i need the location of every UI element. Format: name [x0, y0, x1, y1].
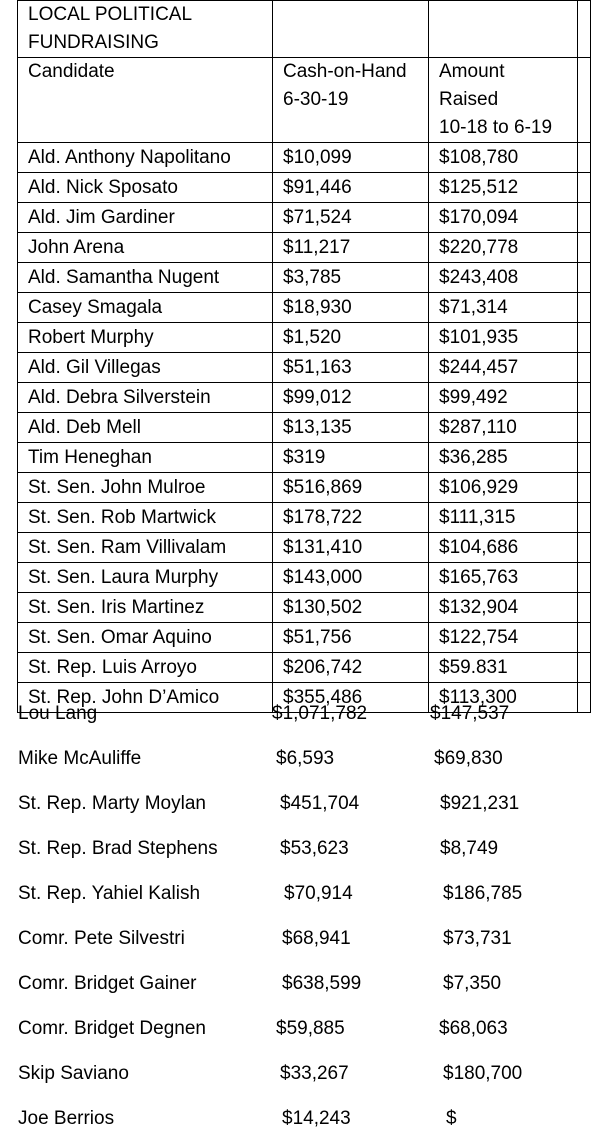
cash-value: $6,593 — [276, 748, 335, 769]
candidate-cell: John Arena — [18, 233, 273, 263]
candidate-cell: Ald. Gil Villegas — [18, 353, 273, 383]
empty-cell — [578, 563, 591, 593]
cash-cell: $99,012 — [273, 383, 429, 413]
table-row — [18, 563, 591, 593]
raised-value: $147,537 — [430, 703, 510, 724]
cash-value: $14,243 — [282, 1108, 351, 1129]
cash-value: $1,071,782 — [272, 703, 368, 724]
header-amount-raised — [429, 58, 578, 143]
raised-cell: $244,457 — [429, 353, 578, 383]
raised-value: $ — [446, 1108, 457, 1129]
candidate-cell: St. Rep. John D’Amico — [18, 683, 273, 713]
raised-value: $7,350 — [443, 973, 502, 994]
empty-cell — [578, 533, 591, 563]
table-row — [18, 173, 591, 203]
header-raised-line2: Raised — [439, 89, 499, 110]
raised-cell: $125,512 — [429, 173, 578, 203]
table-row — [18, 263, 591, 293]
title-row — [18, 1, 591, 58]
cash-cell: $1,520 — [273, 323, 429, 353]
candidate-cell: St. Sen. Iris Martinez — [18, 593, 273, 623]
raised-cell: $132,904 — [429, 593, 578, 623]
empty-cell — [578, 143, 591, 173]
table-row — [18, 473, 591, 503]
table-row — [18, 653, 591, 683]
candidate-cell: St. Sen. Omar Aquino — [18, 623, 273, 653]
list-item — [0, 968, 600, 1000]
empty-cell — [578, 503, 591, 533]
table-row — [18, 533, 591, 563]
list-item — [0, 1013, 600, 1045]
raised-value: $180,700 — [443, 1063, 523, 1084]
raised-value: $921,231 — [440, 793, 520, 814]
candidate-cell: St. Rep. Luis Arroyo — [18, 653, 273, 683]
cash-cell: $18,930 — [273, 293, 429, 323]
candidate-cell: Ald. Debra Silverstein — [18, 383, 273, 413]
cash-cell: $355,486 — [273, 683, 429, 713]
raised-value: $73,731 — [443, 928, 512, 949]
raised-cell: $108,780 — [429, 143, 578, 173]
raised-cell: $165,763 — [429, 563, 578, 593]
cash-cell: $178,722 — [273, 503, 429, 533]
candidate-name: Lou Lang — [18, 703, 98, 724]
cash-cell: $319 — [273, 443, 429, 473]
header-row — [18, 58, 591, 143]
empty-cell — [578, 1, 591, 58]
candidate-cell: Ald. Anthony Napolitano — [18, 143, 273, 173]
empty-cell — [578, 173, 591, 203]
list-item — [0, 1103, 600, 1135]
empty-cell — [578, 413, 591, 443]
table-row — [18, 593, 591, 623]
candidate-name: Mike McAuliffe — [18, 748, 142, 769]
table-title-text: LOCAL POLITICAL FUNDRAISING — [28, 4, 192, 53]
empty-cell — [578, 58, 591, 143]
table-row — [18, 623, 591, 653]
table-title — [18, 1, 273, 58]
raised-cell: $243,408 — [429, 263, 578, 293]
raised-value: $186,785 — [443, 883, 523, 904]
list-item — [0, 1058, 600, 1090]
raised-cell: $101,935 — [429, 323, 578, 353]
empty-cell — [578, 323, 591, 353]
empty-cell — [578, 623, 591, 653]
header-candidate — [18, 58, 273, 143]
raised-cell: $99,492 — [429, 383, 578, 413]
raised-cell: $287,110 — [429, 413, 578, 443]
raised-cell: $106,929 — [429, 473, 578, 503]
raised-cell: $104,686 — [429, 533, 578, 563]
raised-value: $8,749 — [440, 838, 499, 859]
header-raised-line3: 10-18 to 6-19 — [439, 117, 553, 138]
list-item — [0, 743, 600, 775]
list-item — [0, 698, 600, 730]
header-cash-line1: Cash-on-Hand — [283, 61, 407, 82]
raised-cell: $113,300 — [429, 683, 578, 713]
candidate-name: Comr. Pete Silvestri — [18, 928, 185, 949]
header-raised-line1: Amount — [439, 61, 505, 82]
cash-value: $33,267 — [280, 1063, 349, 1084]
raised-cell: $59.831 — [429, 653, 578, 683]
candidate-cell: St. Sen. John Mulroe — [18, 473, 273, 503]
raised-cell: $71,314 — [429, 293, 578, 323]
empty-cell — [273, 1, 429, 58]
candidate-name: Joe Berrios — [18, 1108, 115, 1129]
empty-cell — [578, 263, 591, 293]
raised-value: $69,830 — [434, 748, 503, 769]
candidate-name: Comr. Bridget Gainer — [18, 973, 197, 994]
candidate-cell: St. Sen. Laura Murphy — [18, 563, 273, 593]
cash-value: $638,599 — [282, 973, 362, 994]
cash-cell: $206,742 — [273, 653, 429, 683]
cash-cell: $10,099 — [273, 143, 429, 173]
table-row — [18, 203, 591, 233]
candidate-cell: Robert Murphy — [18, 323, 273, 353]
list-item — [0, 833, 600, 865]
cash-cell: $3,785 — [273, 263, 429, 293]
empty-cell — [578, 203, 591, 233]
cash-cell: $51,756 — [273, 623, 429, 653]
empty-cell — [578, 353, 591, 383]
raised-cell: $170,094 — [429, 203, 578, 233]
table-row — [18, 383, 591, 413]
cash-cell: $516,869 — [273, 473, 429, 503]
table-row — [18, 233, 591, 263]
empty-cell — [578, 653, 591, 683]
candidate-cell: Ald. Deb Mell — [18, 413, 273, 443]
raised-cell: $36,285 — [429, 443, 578, 473]
candidate-name: St. Rep. Marty Moylan — [18, 793, 206, 814]
cash-value: $451,704 — [280, 793, 360, 814]
candidate-cell: Ald. Jim Gardiner — [18, 203, 273, 233]
candidate-cell: Tim Heneghan — [18, 443, 273, 473]
cash-cell: $143,000 — [273, 563, 429, 593]
candidate-name: Comr. Bridget Degnen — [18, 1018, 206, 1039]
table-row — [18, 353, 591, 383]
table-row — [18, 413, 591, 443]
raised-cell: $220,778 — [429, 233, 578, 263]
candidate-cell: St. Sen. Rob Martwick — [18, 503, 273, 533]
candidate-cell: Ald. Nick Sposato — [18, 173, 273, 203]
list-item — [0, 788, 600, 820]
empty-cell — [578, 233, 591, 263]
candidate-name: St. Rep. Brad Stephens — [18, 838, 218, 859]
cash-cell: $13,135 — [273, 413, 429, 443]
cash-cell: $11,217 — [273, 233, 429, 263]
table-row — [18, 443, 591, 473]
empty-cell — [578, 293, 591, 323]
cash-cell: $51,163 — [273, 353, 429, 383]
candidate-cell: Casey Smagala — [18, 293, 273, 323]
empty-cell — [578, 593, 591, 623]
cash-cell: $91,446 — [273, 173, 429, 203]
empty-cell — [578, 443, 591, 473]
raised-cell: $111,315 — [429, 503, 578, 533]
cash-value: $68,941 — [282, 928, 351, 949]
raised-cell: $122,754 — [429, 623, 578, 653]
cash-cell: $71,524 — [273, 203, 429, 233]
cash-value: $53,623 — [280, 838, 349, 859]
header-cash-line2: 6-30-19 — [283, 89, 349, 110]
table-row — [18, 293, 591, 323]
empty-cell — [429, 1, 578, 58]
table-row — [18, 143, 591, 173]
raised-value: $68,063 — [439, 1018, 508, 1039]
candidate-cell: Ald. Samantha Nugent — [18, 263, 273, 293]
empty-cell — [578, 383, 591, 413]
cash-cell: $131,410 — [273, 533, 429, 563]
header-candidate-text: Candidate — [28, 61, 115, 82]
cash-cell: $130,502 — [273, 593, 429, 623]
candidate-name: St. Rep. Yahiel Kalish — [18, 883, 201, 904]
candidate-cell: St. Sen. Ram Villivalam — [18, 533, 273, 563]
empty-cell — [578, 473, 591, 503]
cash-value: $59,885 — [276, 1018, 345, 1039]
list-item — [0, 878, 600, 910]
cash-value: $70,914 — [284, 883, 353, 904]
candidate-name: Skip Saviano — [18, 1063, 129, 1084]
table-row — [18, 503, 591, 533]
fundraising-table — [17, 0, 591, 713]
header-cash-on-hand — [273, 58, 429, 143]
list-item — [0, 923, 600, 955]
table-row — [18, 323, 591, 353]
